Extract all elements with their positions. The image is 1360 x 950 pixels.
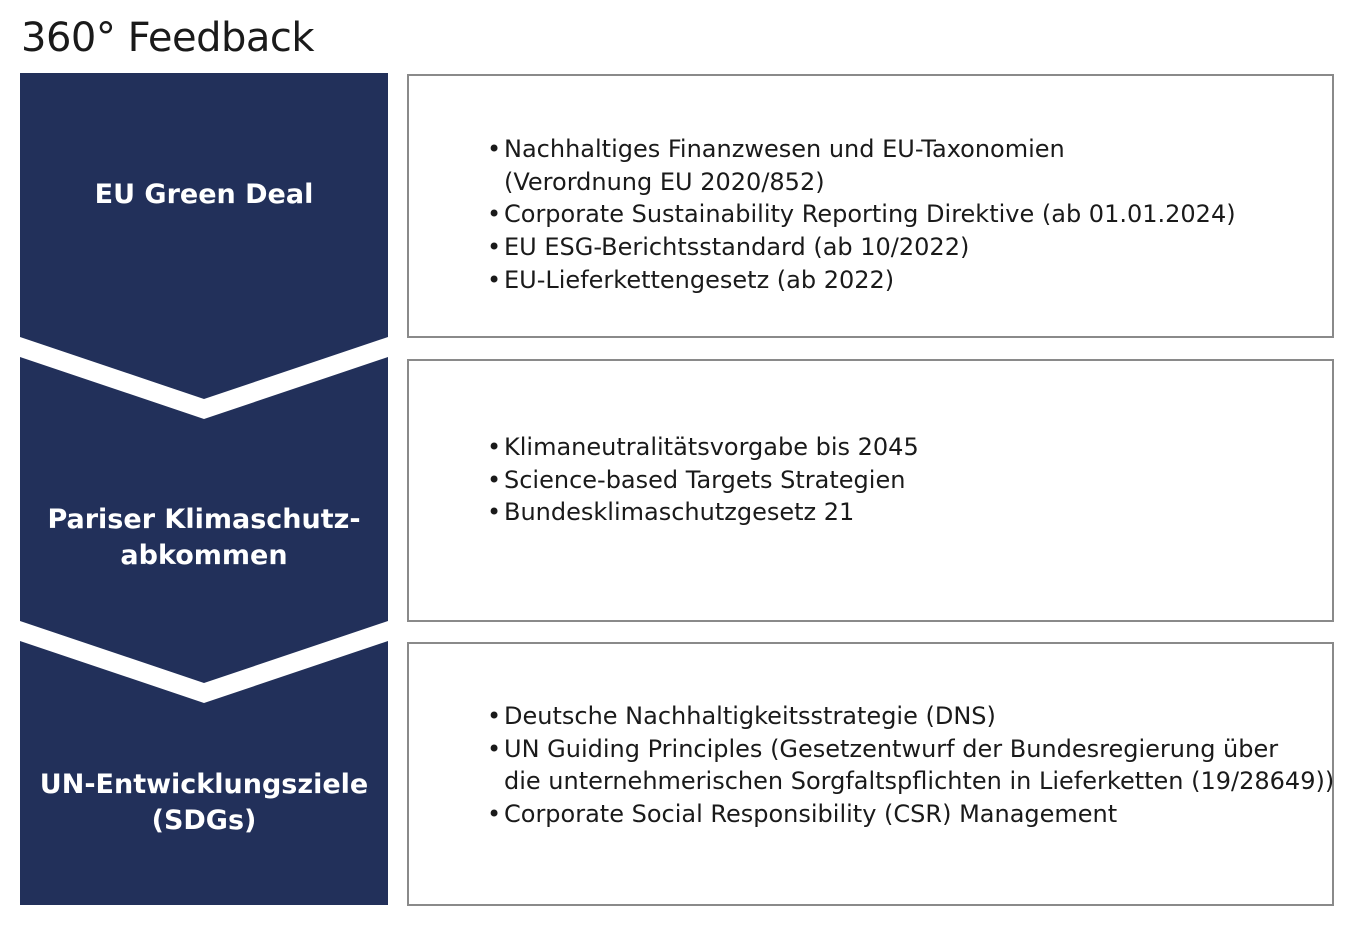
list-item (487, 133, 1236, 198)
list-item-text: EU ESG-Berichtsstandard (ab 10/2022) (504, 233, 970, 262)
list-item-text: Klimaneutralitätsvorgabe bis 2045 (504, 433, 919, 461)
detail-box-eu-green-deal (407, 74, 1334, 338)
stage-label-line: abkommen (120, 540, 288, 571)
list-item (487, 733, 1334, 798)
bullet-icon: • (487, 265, 502, 294)
list-item-text: Deutsche Nachhaltigkeitsstrategie (DNS) (504, 702, 996, 730)
stage-label-un-entwicklungsziele (20, 767, 388, 839)
list-item (487, 431, 919, 464)
list-item (487, 264, 1236, 297)
list-item-text: UN Guiding Principles (Gesetzentwurf der Bundesregierung über (504, 734, 1279, 763)
list-item (487, 464, 919, 497)
list-item-text: Nachhaltiges Finanzwesen und EU-Taxonomien (504, 135, 1065, 163)
list-item-text: Corporate Social Responsibility (CSR) Management (504, 800, 1118, 829)
bullet-icon: • (487, 498, 502, 527)
bullet-icon: • (487, 233, 502, 262)
list-item-text: Corporate Sustainability Reporting Direktive (ab 01.01.2024) (504, 200, 1236, 229)
bullet-icon: • (487, 800, 502, 829)
chevron-stage-1 (20, 73, 388, 399)
list-item-text: EU-Lieferkettengesetz (ab 2022) (504, 265, 895, 294)
stage-label-line: (SDGs) (151, 805, 257, 836)
list-item (487, 231, 1236, 264)
stage-label-line: EU Green Deal (94, 179, 314, 210)
bullet-icon: • (487, 200, 502, 229)
list-item (487, 198, 1236, 231)
stage-label-pariser-klimaschutzabkommen (20, 502, 388, 574)
stage-label-eu-green-deal (20, 177, 388, 213)
bullet-icon: • (487, 734, 502, 763)
bullet-list (487, 431, 919, 529)
bullet-icon: • (487, 702, 502, 730)
bullet-icon: • (487, 433, 502, 461)
page-title: 360° Feedback (21, 15, 315, 61)
bullet-list (487, 133, 1236, 297)
list-item (487, 700, 1334, 733)
detail-box-pariser-klimaschutzabkommen (407, 359, 1334, 622)
detail-box-un-entwicklungsziele (407, 642, 1334, 906)
bullet-icon: • (487, 465, 502, 494)
list-item (487, 496, 919, 529)
list-item-text: Bundesklimaschutzgesetz 21 (504, 498, 855, 527)
stage-label-line: UN-Entwicklungsziele (39, 769, 369, 800)
list-item (487, 798, 1334, 831)
list-item-text: die unternehmerischen Sorgfaltspflichten in Lieferketten (19/28649)) (504, 767, 1335, 796)
list-item-text: (Verordnung EU 2020/852) (504, 167, 825, 196)
bullet-list (487, 700, 1334, 831)
list-item-text: Science-based Targets Strategien (504, 465, 906, 494)
stage-label-line: Pariser Klimaschutz- (47, 504, 361, 535)
bullet-icon: • (487, 135, 502, 163)
